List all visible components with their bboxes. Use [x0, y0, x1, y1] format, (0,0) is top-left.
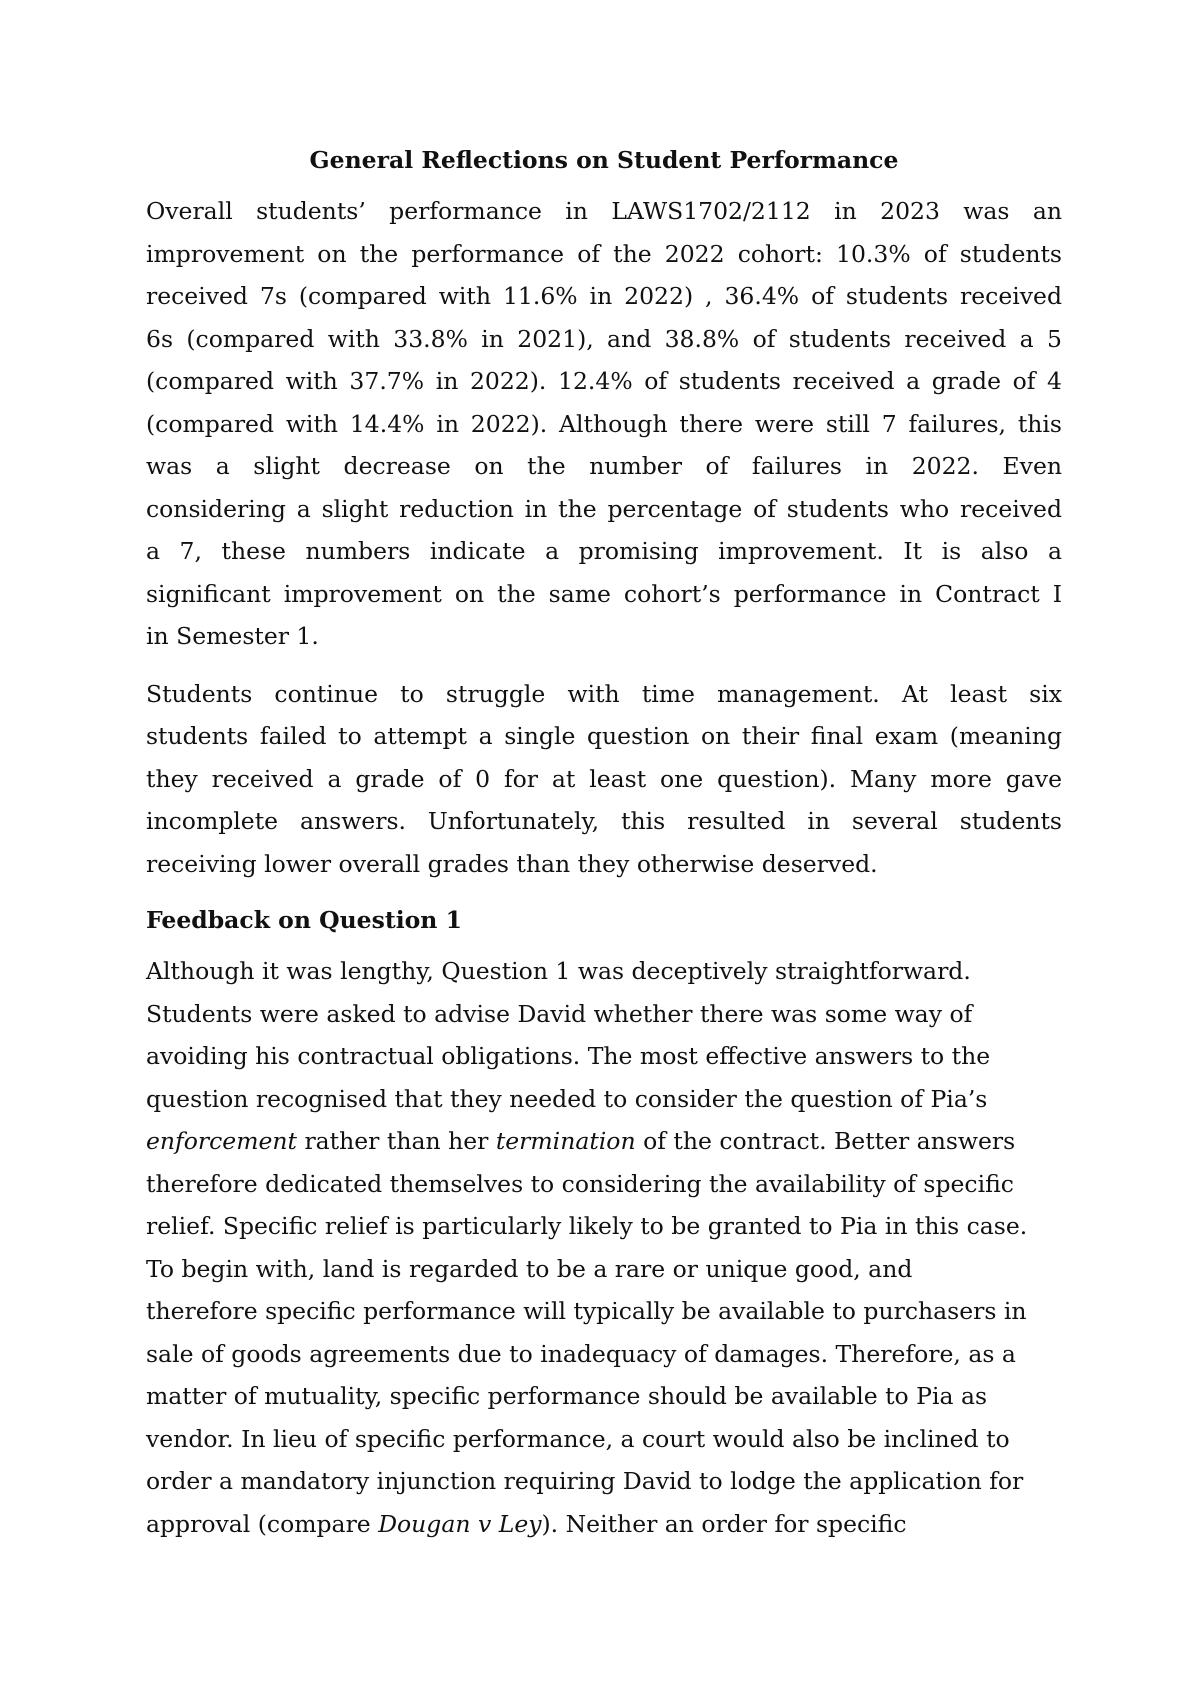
text-line: (compared with 14.4% in 2022). Although there were still 7 failures, this: [146, 409, 1062, 438]
text-line: Although it was lengthy, Question 1 was deceptively straightforward.: [146, 957, 971, 985]
text-line: receiving lower overall grades than they otherwise deserved.: [146, 849, 878, 878]
case-citation: Dougan v Ley: [378, 1509, 542, 1538]
text-line: was a slight decrease on the number of failures in 2022. Even: [146, 452, 1062, 480]
text-line: 6s (compared with 33.8% in 2021), and 38.8% of students received a 5: [146, 324, 1062, 353]
text-line: students failed to attempt a single question on their final exam (meaning: [146, 722, 1062, 750]
text-line: avoiding his contractual obligations. The most effective answers to the: [146, 1042, 991, 1070]
text-line: Overall students’ performance in LAWS1702/2112 in 2023 was an: [146, 197, 1062, 225]
text-line: significant improvement on the same cohort’s performance in Contract I: [146, 579, 1062, 608]
text-line: therefore specific performance will typically be available to purchasers in: [146, 1297, 1027, 1325]
text-line: received 7s (compared with 11.6% in 2022) , 36.4% of students received: [146, 282, 1062, 310]
text-line: [146, 1503, 1062, 1546]
text-line: sale of goods agreements due to inadequacy of damages. Therefore, as a: [146, 1339, 1016, 1368]
text-line: incomplete answers. Unfortunately, this resulted in several students: [146, 807, 1062, 835]
text-segment: ). Neither an order for specific: [541, 1509, 907, 1538]
text-line: Students continue to struggle with time management. At least six: [146, 679, 1062, 708]
text-line: relief. Specific relief is particularly likely to be granted to Pia in this case.: [146, 1212, 1028, 1240]
text-line: improvement on the performance of the 2022 cohort: 10.3% of students: [146, 239, 1062, 268]
paragraph-time-management: [146, 673, 1062, 886]
text-line: they received a grade of 0 for at least one question). Many more gave: [146, 764, 1062, 793]
text-segment: approval (compare: [146, 1509, 379, 1538]
text-line: [146, 1120, 1062, 1163]
text-line: therefore dedicated themselves to considering the availability of specific: [146, 1169, 1014, 1198]
paragraph-overall-performance: [146, 190, 1062, 658]
text-line: To begin with, land is regarded to be a rare or unique good, and: [146, 1254, 913, 1283]
text-line: vendor. In lieu of specific performance, a court would also be inclined to: [146, 1424, 1010, 1453]
text-line: Students were asked to advise David whether there was some way of: [146, 999, 973, 1028]
document-page: [146, 140, 1062, 1545]
text-line: in Semester 1.: [146, 622, 319, 650]
document-title: General Reflections on Student Performance: [309, 146, 899, 174]
emphasis-termination: termination: [495, 1127, 636, 1155]
text-segment: rather than her: [296, 1127, 496, 1155]
text-line: order a mandatory injunction requiring David to lodge the application for: [146, 1467, 1024, 1495]
text-line: considering a slight reduction in the percentage of students who received: [146, 494, 1062, 523]
emphasis-enforcement: enforcement: [146, 1127, 297, 1155]
text-line: matter of mutuality, specific performance should be available to Pia as: [146, 1382, 988, 1410]
text-line: question recognised that they needed to consider the question of Pia’s: [146, 1084, 988, 1113]
text-line: a 7, these numbers indicate a promising improvement. It is also a: [146, 537, 1062, 565]
paragraph-question-1: [146, 950, 1062, 1545]
section-heading-question-1: Feedback on Question 1: [146, 906, 462, 934]
text-segment: of the contract. Better answers: [635, 1127, 1016, 1155]
text-line: (compared with 37.7% in 2022). 12.4% of students received a grade of 4: [146, 367, 1062, 395]
